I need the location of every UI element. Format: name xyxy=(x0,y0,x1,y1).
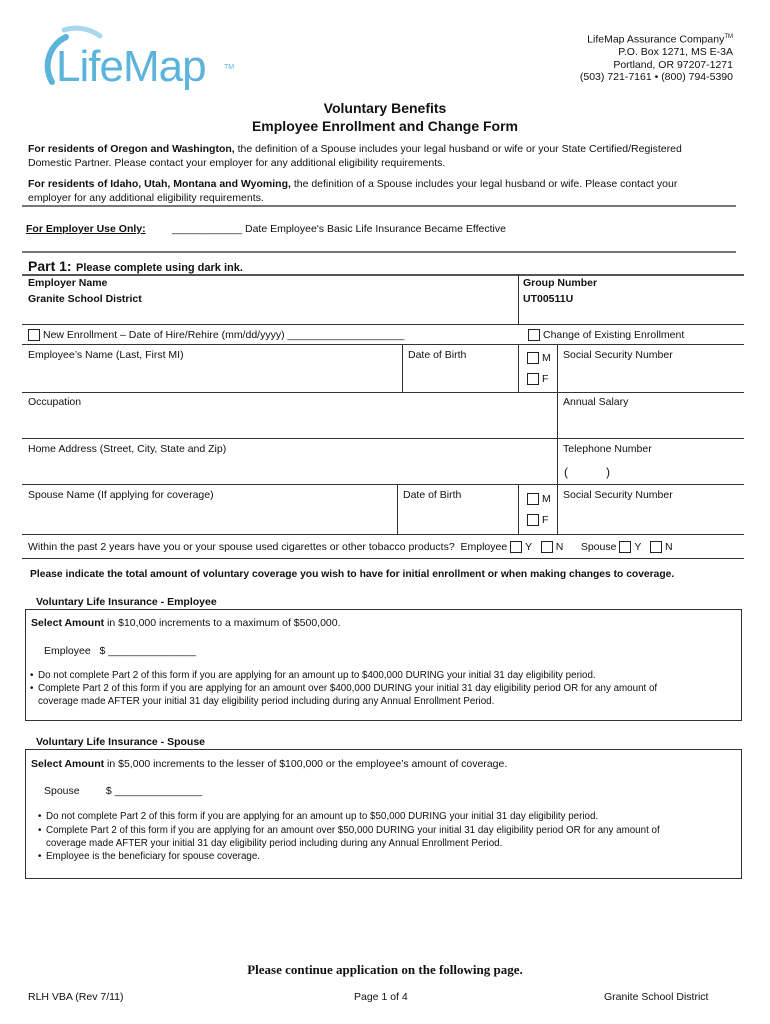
company-address2: Portland, OR 97207-1271 xyxy=(613,58,733,71)
vli-employee-amount-value: $ _______________ xyxy=(99,645,196,657)
telephone-field[interactable]: Telephone Number xyxy=(563,443,652,455)
residents-other xyxy=(28,177,748,205)
change-existing[interactable] xyxy=(528,329,684,341)
occupation-field[interactable]: Occupation xyxy=(28,396,82,408)
vli-employee-select-text: in $10,000 increments to a maximum of $500,000. xyxy=(104,617,341,629)
gender-m-checkbox[interactable] xyxy=(527,352,539,364)
employee-ssn-field[interactable]: Social Security Number xyxy=(563,349,673,361)
employer-use-label: For Employer Use Only: xyxy=(26,223,146,235)
footer-employer: Granite School District xyxy=(604,991,709,1003)
residents-other-bold: For residents of Idaho, Utah, Montana and Wyoming, xyxy=(28,178,291,190)
grid-line xyxy=(22,344,744,345)
tobacco-employee-n-checkbox[interactable] xyxy=(541,541,553,553)
spouse-gender-f[interactable] xyxy=(527,514,548,526)
vli-spouse-amount-label: Spouse xyxy=(44,785,80,797)
form-subtitle: Employee Enrollment and Change Form xyxy=(251,118,519,134)
grid-line xyxy=(557,392,558,438)
part1-title: Part 1: xyxy=(28,258,72,274)
grid-line xyxy=(518,274,519,324)
vli-spouse-bullet-1: • Do not complete Part 2 of this form if you are applying for an amount up to $50,000 DURING your initial 31 day eligibility period. xyxy=(46,811,736,824)
vli-spouse-bullet-2-text-b: coverage made AFTER your initial 31 day eligibility period including during any Annual Enrollment Period. xyxy=(46,837,503,849)
grid-line xyxy=(22,274,744,276)
telephone-area-open: ( xyxy=(564,465,568,479)
tobacco-spouse-n-label: N xyxy=(664,541,673,553)
telephone-area-close: ) xyxy=(606,465,610,479)
residents-or-wa-text: the definition of a Spouse includes your legal husband or wife or your State Certified/Registered xyxy=(234,143,682,155)
tobacco-employee-y-checkbox[interactable] xyxy=(510,541,522,553)
new-enrollment-label: New Enrollment – Date of Hire/Rehire (mm/dd/yyyy) ____________________ xyxy=(43,329,405,341)
vli-spouse-amount[interactable] xyxy=(44,785,202,797)
logo-text: LifeMap xyxy=(56,42,206,91)
tobacco-question-text: Within the past 2 years have you or your spouse used cigarettes or other tobacco products? xyxy=(28,541,455,553)
vli-employee-bullet-1: • Do not complete Part 2 of this form if you are applying for an amount up to $400,000 DURING your initial 31 day eligibility period. xyxy=(38,670,728,683)
tobacco-spouse-label: Spouse xyxy=(580,541,617,553)
vli-spouse-bullet-2 xyxy=(46,825,736,850)
spouse-name-field[interactable]: Spouse Name (If applying for coverage) xyxy=(28,489,214,501)
grid-line xyxy=(518,484,519,534)
tobacco-question xyxy=(28,541,673,553)
spouse-dob-field[interactable]: Date of Birth xyxy=(403,489,462,501)
logo-tm: TM xyxy=(224,64,235,71)
vli-spouse-bullet-3: • Employee is the beneficiary for spouse coverage. xyxy=(46,851,736,864)
annual-salary-field[interactable]: Annual Salary xyxy=(563,396,629,408)
continue-note: Please continue application on the following page. xyxy=(247,962,523,977)
vli-employee-select xyxy=(31,617,341,629)
vli-spouse-select-text: in $5,000 increments to the lesser of $100,000 or the employee’s amount of coverage. xyxy=(104,758,508,770)
company-address xyxy=(580,31,733,84)
vli-employee-bullet-2-text: Complete Part 2 of this form if you are applying for an amount over $400,000 DURING your initial 31 day eligibility period OR for any amount of xyxy=(38,683,658,694)
vli-employee-bullet-2 xyxy=(38,683,728,708)
grid-line xyxy=(22,392,744,393)
vli-spouse-amount-value: $ _______________ xyxy=(105,785,203,797)
grid-line xyxy=(557,438,558,484)
grid-line xyxy=(22,484,744,485)
grid-line xyxy=(397,484,398,534)
vli-employee-select-bold: Select Amount xyxy=(31,617,105,629)
spouse-ssn-field[interactable]: Social Security Number xyxy=(563,489,673,501)
grid-line xyxy=(402,344,403,392)
company-address1: P.O. Box 1271, MS E-3A xyxy=(618,46,733,58)
gender-f-checkbox[interactable] xyxy=(527,373,539,385)
vli-spouse-heading: Voluntary Life Insurance - Spouse xyxy=(36,736,206,748)
vli-spouse-select-bold: Select Amount xyxy=(31,758,105,770)
residents-or-wa xyxy=(28,142,748,170)
spouse-gender-f-checkbox[interactable] xyxy=(527,514,539,526)
grid-line xyxy=(22,324,744,325)
grid-line xyxy=(557,344,558,392)
grid-line xyxy=(22,534,744,535)
vli-spouse-select xyxy=(31,758,507,770)
coverage-instruction: Please indicate the total amount of voluntary coverage you wish to have for initial enrollment or when making changes to coverage. xyxy=(30,569,675,580)
form-title: Voluntary Benefits xyxy=(323,100,447,116)
employer-name-value: Granite School District xyxy=(28,293,142,305)
employer-use-box xyxy=(22,205,736,253)
spouse-gender-f-label: F xyxy=(542,514,549,526)
employee-name-field[interactable]: Employee’s Name (Last, First MI) xyxy=(28,349,184,361)
residents-or-wa-text2: Domestic Partner. Please contact your employer for any additional eligibility requirements. xyxy=(28,157,446,169)
residents-other-text2: employer for any additional eligibility requirements. xyxy=(28,192,264,204)
gender-m-label: M xyxy=(542,352,551,364)
part1-instruction: Please complete using dark ink. xyxy=(76,262,243,274)
employer-use-text: ____________ Date Employee's Basic Life Insurance Became Effective xyxy=(172,223,506,235)
grid-line xyxy=(518,344,519,392)
tobacco-employee-n-label: N xyxy=(555,541,564,553)
company-name: LifeMap Assurance Company xyxy=(587,33,725,46)
change-existing-checkbox[interactable] xyxy=(528,329,540,341)
vli-employee-heading: Voluntary Life Insurance - Employee xyxy=(36,596,217,608)
grid-line xyxy=(22,438,744,439)
group-number-label: Group Number xyxy=(523,277,598,289)
employee-dob-field[interactable]: Date of Birth xyxy=(408,349,467,361)
grid-line xyxy=(22,558,744,559)
employee-gender-f[interactable] xyxy=(527,373,548,385)
footer-form-id: RLH VBA (Rev 7/11) xyxy=(28,991,124,1003)
gender-f-label: F xyxy=(542,373,549,385)
employee-gender-m[interactable] xyxy=(527,352,551,364)
tobacco-employee-y-label: Y xyxy=(525,541,532,553)
spouse-gender-m[interactable] xyxy=(527,493,551,505)
change-existing-label: Change of Existing Enrollment xyxy=(543,329,685,341)
vli-employee-amount[interactable] xyxy=(44,645,196,657)
vli-employee-bullet-2-text-b: coverage made AFTER your initial 31 day eligibility period including during any Annual Enrollment Period. xyxy=(38,695,495,707)
tobacco-spouse-y-checkbox[interactable] xyxy=(619,541,631,553)
residents-or-wa-bold: For residents of Oregon and Washington, xyxy=(28,143,235,155)
lifemap-logo xyxy=(36,22,246,102)
grid-line xyxy=(557,484,558,534)
company-tm: TM xyxy=(724,34,733,40)
tobacco-employee-label: Employee xyxy=(460,541,508,553)
new-enrollment-checkbox[interactable] xyxy=(28,329,40,341)
new-enrollment[interactable] xyxy=(28,329,404,341)
spouse-gender-m-checkbox[interactable] xyxy=(527,493,539,505)
footer-page-number: Page 1 of 4 xyxy=(354,991,408,1003)
vli-spouse-bullet-2-text: Complete Part 2 of this form if you are applying for an amount over $50,000 DURING your initial 31 day eligibility period OR for any amount of xyxy=(46,825,660,836)
tobacco-spouse-n-checkbox[interactable] xyxy=(650,541,662,553)
spouse-gender-m-label: M xyxy=(542,493,551,505)
vli-employee-amount-label: Employee xyxy=(44,645,91,657)
tobacco-spouse-y-label: Y xyxy=(634,541,642,553)
home-address-field[interactable]: Home Address (Street, City, State and Zip) xyxy=(28,443,227,455)
group-number-value: UT00511U xyxy=(523,293,574,305)
company-phone: (503) 721-7161 • (800) 794-5390 xyxy=(579,71,733,83)
employer-name-label: Employer Name xyxy=(28,277,108,289)
residents-other-text: the definition of a Spouse includes your legal husband or wife. Please contact your xyxy=(290,178,678,190)
